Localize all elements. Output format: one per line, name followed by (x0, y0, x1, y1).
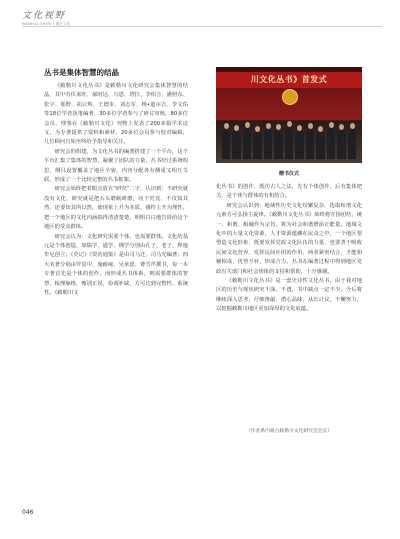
person-figure (274, 130, 282, 159)
person-figure (295, 131, 303, 159)
person-figure (222, 129, 230, 159)
person-figure (243, 128, 251, 159)
ceremony-photo (216, 67, 362, 163)
person-figure (337, 130, 345, 159)
person-figure (316, 132, 324, 159)
paragraph: 研究会始终把着眼点放在“研究”二字，认识到：不研究就没有文化，研究就是把石头磨砺研磨，问个究竟，不仅知其然，还要知其所以然，使现象上升为本质，感性上升为理性，把一个地区的文化内涵搞得清清楚楚，明明白白地告诉给这个地区的受众群体。 (44, 186, 188, 231)
column-header (22, 8, 70, 27)
article-column-1 (44, 82, 188, 298)
person-figure (327, 128, 335, 159)
paragraph: 研究会认为：文化研究需要个体，也需要群体。文化的基元是个体创造，如儒学、道学、佛学分别由孔子、老子、释迦牟尼创立；《史记》《资治通鉴》是由司马迁、司马光编著；四大名著分别由罗贯中、施耐庵、吴承恩、曹雪芹撰书，每一本专著首先是个体的创作，而形成丛书体系，则需要群体的智慧，梳理脉络，甄别正误，协调补缺，方可达到完整性、系统性。《敕勒川文 (44, 233, 188, 296)
column-title: 文化视野 (22, 11, 67, 21)
page-number: 046 (22, 509, 34, 516)
person-figure (253, 132, 261, 159)
photo-banner: 川文化丛书》首发式 (216, 72, 362, 88)
paragraph: 研究会认识到：地域性历史文化纷繁复杂，选取和谐文化元素方可弘扬主旋律。《敕勒川文化丛书》始终将宣扬团结、统一、和谐、相融作为宗旨，将为社会和谐增添正能量。地域文化中的大量文化资源，人才资源蕴藏在民众之中，一个地区要塑造文化形象，既要发挥党政文化队伍的力量，也要善于吸收民间文化营养，发挥民间社团的作用，两者紧密结合，才能相辅相成，优势互补，形成合力。丛书在编著过程中得到地区党政有关部门和社会团体的支持和帮助，十分感谢。 (216, 202, 362, 275)
person-figure (348, 129, 356, 159)
article-column-2 (216, 183, 362, 315)
author-note: （作者系内蒙古敕勒川文化研究会会长） (245, 429, 333, 434)
paragraph: 化丛书》的创作，既仿古人之法，先有个体创作，后有集体把关，是个体与群体的有机结合。 (216, 184, 362, 200)
emblem-icon (282, 89, 298, 105)
column-subtitle: WENHUA SHIYE | 康巴文化 (22, 22, 71, 26)
photo-people (222, 119, 356, 159)
person-figure (306, 129, 314, 159)
paragraph: 《敕勒川文化丛书》是一套史诗性文化丛书，由于我对地区的历史与现状研究不深、不透，书中缺点一定不少，今后将继续深入思考，仔细推敲，潜心品味，从长计议，不懈努力，以挖掘敕勒川地区更加深厚的文化底蕴。 (216, 278, 362, 313)
header-divider (22, 26, 382, 27)
paragraph: 《敕勒川文化丛书》是敕勒川文化研究会集体智慧的结晶，其中有伏来旺、郝时远、乌恩、塔拉、李相合、潘照东、张宇、那野、胡云辉、王德步、刘志军、杨•道尔吉、李文佑等18位学者执笔编著，30多位学者参与了研讨审核，80多位会员、理事在《敕勒川文化》刊物上发表了200多篇学术论文，为专著提供了资料和素材，20多位会员参与校对编辑，几位顾问自始至终给予指导和关注。 (44, 83, 188, 146)
person-figure (264, 129, 272, 159)
person-figure (285, 127, 293, 159)
photo-caption: 赠书仪式 (278, 171, 299, 177)
paragraph: 研究会的组建，为文化丛书的编著搭建了一个平台，这个平台汇集了集体的智慧，凝聚了团队的力量，丛书经过系统构思，纲目设置覆盖了地区全貌，内容分配各有侧重又相互关联，形成了一个比较完整的丛书框架。 (44, 148, 188, 184)
article-title: 丛书是集体智慧的结晶 (44, 68, 119, 77)
person-figure (232, 131, 240, 159)
